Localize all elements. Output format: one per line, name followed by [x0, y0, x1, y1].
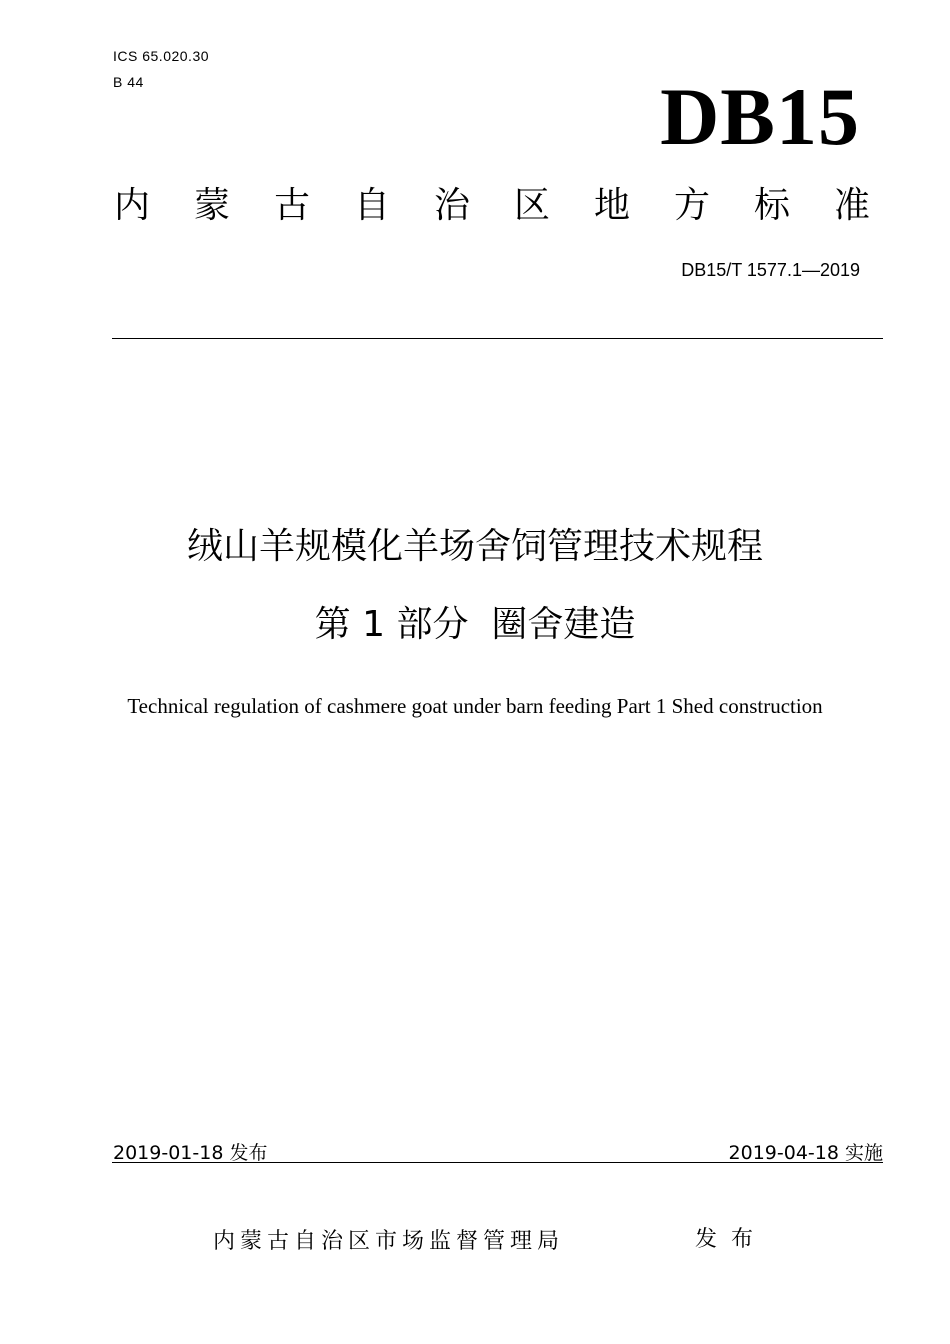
standard-type-char: 标: [753, 185, 790, 226]
db-standard-code: DB15: [660, 71, 860, 162]
standard-type-char: 自: [353, 185, 390, 226]
standard-type-char: 古: [273, 185, 310, 226]
standard-type-char: 地: [593, 185, 630, 226]
document-title-cn: 绒山羊规模化羊场舍饲管理技术规程: [186, 526, 763, 567]
bottom-divider: [112, 1162, 883, 1163]
standard-type-char: 准: [833, 185, 870, 226]
document-part-title-cn: 第 1 部分 圈舍建造: [314, 604, 636, 645]
standard-type-char: 区: [513, 185, 550, 226]
standard-type-char: 内: [113, 185, 150, 226]
publisher-name: 内蒙古自治区市场监督管理局: [213, 1229, 565, 1254]
ccs-code: B 44: [113, 74, 144, 90]
standard-type-char: 蒙: [193, 185, 230, 226]
ics-code: ICS 65.020.30: [113, 48, 210, 64]
standard-type-heading: [112, 186, 872, 226]
standard-number: DB15/T 1577.1—2019: [681, 260, 860, 280]
top-divider: [112, 338, 883, 339]
implementation-date: 2019-04-18 实施: [728, 1142, 883, 1164]
document-title-en: Technical regulation of cashmere goat under barn feeding Part 1 Shed construction: [127, 694, 823, 718]
publish-label: 发布: [695, 1227, 768, 1252]
standard-type-char: 方: [673, 185, 710, 226]
issue-date: 2019-01-18 发布: [113, 1142, 268, 1164]
standard-type-char: 治: [433, 185, 470, 226]
